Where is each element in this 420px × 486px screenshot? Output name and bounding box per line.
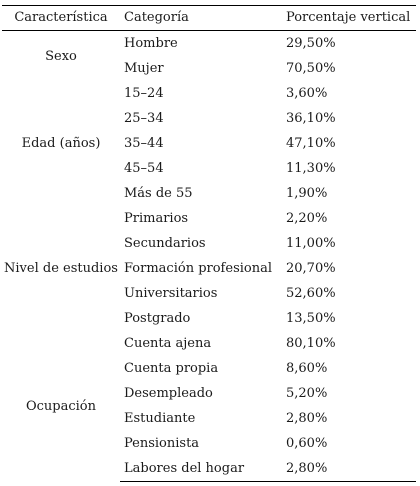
percentage-cell: 5,20% — [286, 386, 328, 401]
category-cell: 15–24 — [124, 86, 164, 101]
percentage-cell: 20,70% — [286, 261, 336, 276]
table-row — [2, 206, 416, 231]
group-label: Ocupación — [25, 398, 97, 414]
category-cell: Cuenta propia — [124, 361, 219, 376]
percentage-cell: 11,00% — [286, 236, 336, 251]
percentage-cell: 11,30% — [286, 161, 336, 176]
category-cell: Labores del hogar — [120, 456, 282, 482]
percentage-cell: 8,60% — [286, 361, 328, 376]
category-cell: Secundarios — [124, 236, 206, 251]
percentage-cell: 29,50% — [286, 36, 336, 51]
category-cell: Postgrado — [124, 311, 191, 326]
percentage-cell: 3,60% — [286, 86, 328, 101]
category-cell: 25–34 — [124, 111, 164, 126]
percentage-cell: 70,50% — [286, 61, 336, 76]
percentage-cell: 13,50% — [286, 311, 336, 326]
percentage-cell: 80,10% — [286, 336, 336, 351]
header-caracteristica: Característica — [14, 10, 108, 25]
category-cell: Formación profesional — [124, 261, 273, 276]
demographics-table — [2, 5, 416, 482]
category-cell: Primarios — [124, 211, 189, 226]
table-body — [2, 31, 416, 482]
group-label: Nivel de estudios — [4, 261, 118, 276]
header-porcentaje: Porcentaje vertical — [286, 10, 411, 25]
header-row — [2, 6, 416, 31]
percentage-cell: 2,80% — [282, 456, 416, 482]
percentage-cell: 1,90% — [286, 186, 328, 201]
group-label: Edad (años) — [21, 136, 101, 151]
table-row — [2, 31, 416, 57]
category-cell: Pensionista — [124, 436, 200, 451]
percentage-cell: 0,60% — [286, 436, 328, 451]
category-cell: Universitarios — [124, 286, 218, 301]
percentage-cell: 2,20% — [286, 211, 328, 226]
percentage-cell: 2,80% — [286, 411, 328, 426]
table-row — [2, 331, 416, 356]
table-row — [2, 81, 416, 106]
category-cell: Desempleado — [124, 386, 213, 401]
category-cell: Hombre — [124, 36, 178, 51]
group-label: Sexo — [45, 48, 77, 64]
category-cell: 45–54 — [124, 161, 164, 176]
percentage-cell: 52,60% — [286, 286, 336, 301]
category-cell: 35–44 — [124, 136, 164, 151]
header-categoria: Categoría — [124, 10, 189, 25]
category-cell: Mujer — [124, 61, 164, 76]
category-cell: Cuenta ajena — [124, 336, 212, 351]
percentage-cell: 36,10% — [286, 111, 336, 126]
percentage-cell: 47,10% — [286, 136, 336, 151]
category-cell: Estudiante — [124, 411, 196, 426]
table-header — [2, 6, 416, 31]
category-cell: Más de 55 — [124, 186, 193, 201]
